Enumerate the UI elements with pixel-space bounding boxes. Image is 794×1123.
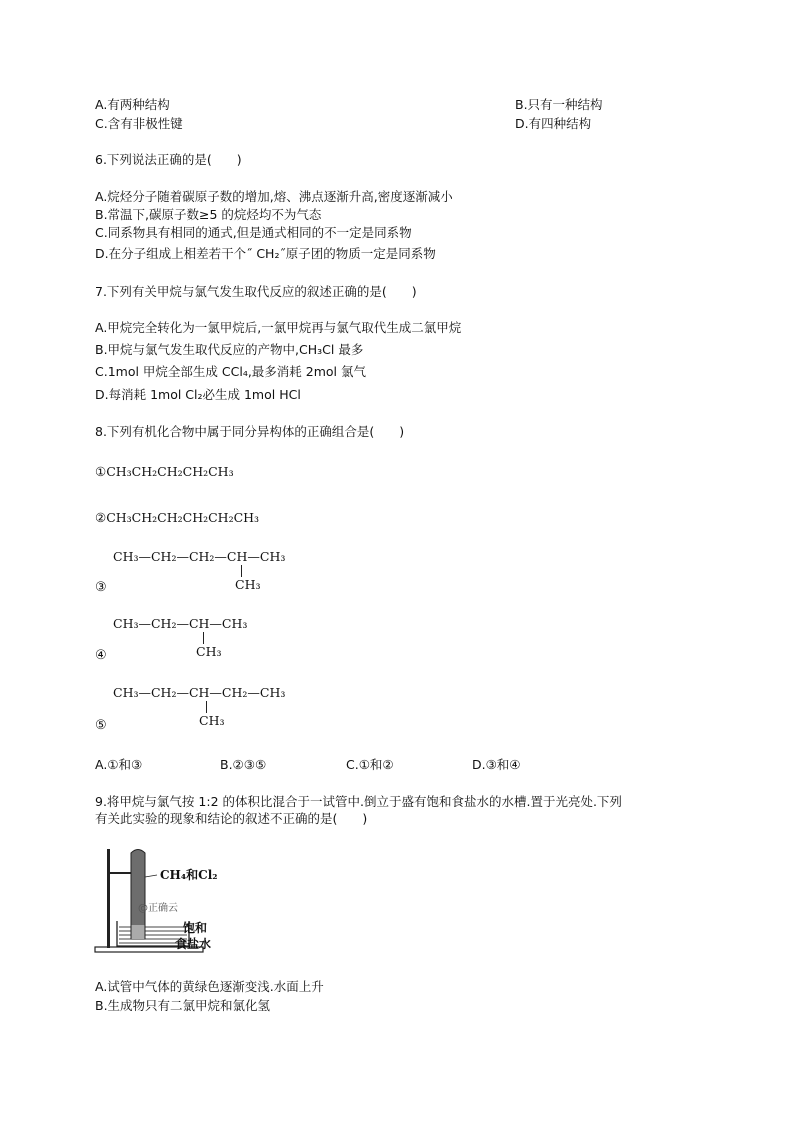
q8-item-5-branch: CH₃ bbox=[199, 713, 225, 728]
q5-option-c: C.含有非极性键 bbox=[95, 116, 183, 131]
q6-option-b: B.常温下,碳原子数≥5 的烷烃均不为气态 bbox=[95, 207, 322, 222]
q7-option-d: D.每消耗 1mol Cl₂必生成 1mol HCl bbox=[95, 387, 301, 402]
q8-item-5-chain: CH₃—CH₂—CH—CH₂—CH₃ bbox=[113, 685, 286, 700]
q9-stem-line1: 9.将甲烷与氯气按 1:2 的体积比混合于一试管中.倒立于盛有饱和食盐水的水槽.置于光亮处.下列 bbox=[95, 794, 622, 809]
q9-option-b: B.生成物只有二氯甲烷和氯化氢 bbox=[95, 998, 271, 1013]
q5-option-d: D.有四种结构 bbox=[515, 116, 592, 131]
q5-option-a: A.有两种结构 bbox=[95, 97, 170, 112]
watermark: @正确云 bbox=[138, 903, 178, 914]
q8-item-5-bond bbox=[206, 701, 207, 713]
q8-item-4-bond bbox=[203, 632, 204, 644]
q8-option-d: D.③和④ bbox=[472, 757, 521, 772]
q9-stem-line2: 有关此实验的现象和结论的叙述不正确的是( ) bbox=[95, 811, 368, 826]
q8-option-b: B.②③⑤ bbox=[220, 757, 267, 772]
q8-stem: 8.下列有机化合物中属于同分异构体的正确组合是( ) bbox=[95, 424, 405, 439]
q6-option-a: A.烷烃分子随着碳原子数的增加,熔、沸点逐渐升高,密度逐渐减小 bbox=[95, 189, 453, 204]
q8-item-4-number: ④ bbox=[95, 648, 107, 663]
q8-item-5-number: ⑤ bbox=[95, 718, 107, 733]
label-ch4-cl2: CH₄和Cl₂ bbox=[160, 868, 218, 882]
q6-stem: 6.下列说法正确的是( ) bbox=[95, 152, 242, 167]
q8-item-3-chain: CH₃—CH₂—CH₂—CH—CH₃ bbox=[113, 549, 286, 564]
q6-option-c: C.同系物具有相同的通式,但是通式相同的不一定是同系物 bbox=[95, 225, 412, 240]
q7-stem: 7.下列有关甲烷与氯气发生取代反应的叙述正确的是( ) bbox=[95, 284, 417, 299]
q7-option-a: A.甲烷完全转化为一氯甲烷后,一氯甲烷再与氯气取代生成二氯甲烷 bbox=[95, 320, 462, 335]
q6-option-d: D.在分子组成上相差若干个˝ CH₂˝原子团的物质一定是同系物 bbox=[95, 246, 436, 261]
q8-item-2: ②CH₃CH₂CH₂CH₂CH₂CH₃ bbox=[95, 510, 260, 525]
q8-item-4-branch: CH₃ bbox=[196, 644, 222, 659]
q8-item-1: ①CH₃CH₂CH₂CH₂CH₃ bbox=[95, 464, 234, 479]
q8-item-3-bond bbox=[241, 565, 242, 577]
q7-option-c: C.1mol 甲烷全部生成 CCl₄,最多消耗 2mol 氯气 bbox=[95, 364, 367, 379]
q5-option-b: B.只有一种结构 bbox=[515, 97, 603, 112]
q8-item-3-branch: CH₃ bbox=[235, 577, 261, 592]
q8-option-a: A.①和③ bbox=[95, 757, 143, 772]
q8-item-4-chain: CH₃—CH₂—CH—CH₃ bbox=[113, 616, 248, 631]
q8-option-c: C.①和② bbox=[346, 757, 394, 772]
label-saturated: 饱和 bbox=[183, 921, 208, 935]
q7-option-b: B.甲烷与氯气发生取代反应的产物中,CH₃Cl 最多 bbox=[95, 342, 364, 357]
q8-item-3-number: ③ bbox=[95, 580, 107, 595]
label-brine: 食盐水 bbox=[175, 937, 212, 951]
q9-option-a: A.试管中气体的黄绿色逐渐变浅.水面上升 bbox=[95, 979, 324, 994]
